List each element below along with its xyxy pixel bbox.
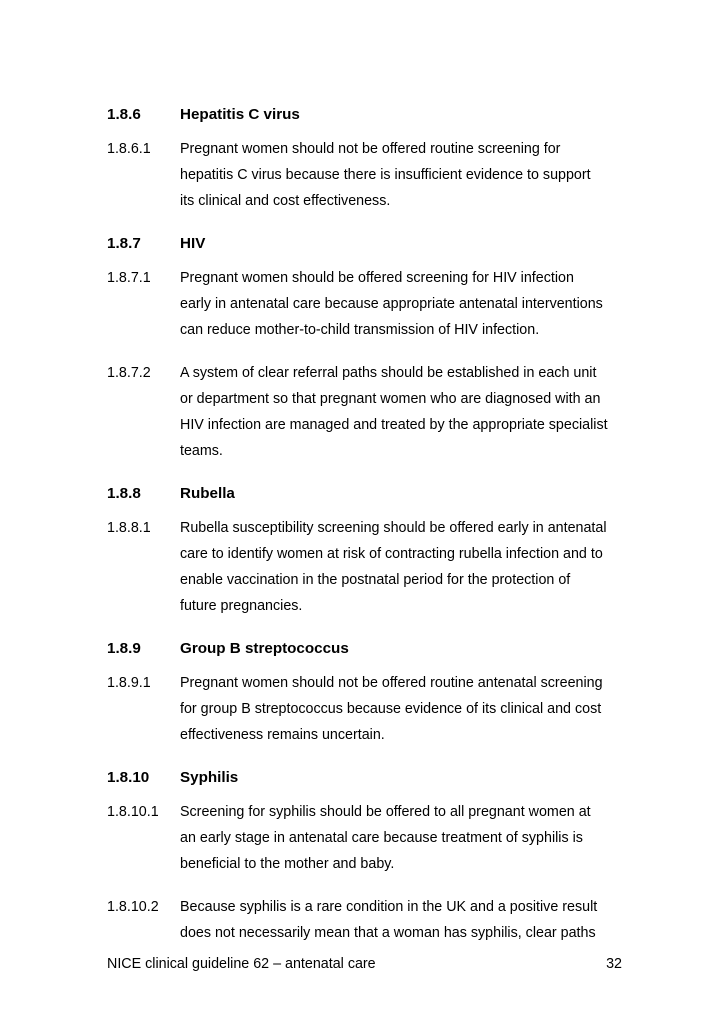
- section-hepatitis-c: [107, 102, 622, 214]
- section-rubella: [107, 481, 622, 619]
- section-heading: [107, 102, 622, 128]
- recommendation: [107, 799, 622, 877]
- recommendation-text: Pregnant women should not be offered routine screening for hepatitis C virus because there is insufficient evidence to support its clinical and cost effectiveness.: [180, 141, 591, 209]
- section-heading: [107, 231, 622, 257]
- recommendation-number: 1.8.8.1: [107, 520, 151, 536]
- recommendation-text: Rubella susceptibility screening should be offered early in antenatal care to identify women at risk of contracting rubella infection and to enable vaccination in the postnatal period for the protection of future pregnancies.: [180, 520, 607, 614]
- section-number: 1.8.6: [107, 106, 141, 123]
- page-content: [107, 102, 622, 963]
- section-title: Hepatitis C virus: [180, 106, 300, 123]
- section-syphilis: [107, 765, 622, 946]
- section-heading: [107, 636, 622, 662]
- section-title: Rubella: [180, 485, 235, 502]
- recommendation-number: 1.8.10.1: [107, 804, 159, 820]
- page-number: 32: [606, 956, 622, 972]
- recommendation-number: 1.8.9.1: [107, 675, 151, 691]
- section-number: 1.8.7: [107, 235, 141, 252]
- section-title: HIV: [180, 235, 206, 252]
- recommendation: [107, 894, 622, 946]
- recommendation-text: Because syphilis is a rare condition in the UK and a positive result does not necessarily mean that a woman has syphilis, clear paths: [180, 899, 598, 941]
- section-hiv: [107, 231, 622, 464]
- recommendation-number: 1.8.7.2: [107, 365, 151, 381]
- recommendation-text: A system of clear referral paths should be established in each unit or department so that pregnant women who are diagnosed with an HIV infection are managed and treated by the appropriate specialist teams.: [180, 365, 608, 459]
- section-title: Group B streptococcus: [180, 640, 349, 657]
- recommendation-number: 1.8.6.1: [107, 141, 151, 157]
- page-footer: [107, 953, 622, 975]
- recommendation: [107, 360, 622, 464]
- section-number: 1.8.10: [107, 769, 150, 786]
- recommendation-text: Pregnant women should not be offered routine antenatal screening for group B streptococcus because evidence of its clinical and cost effectiveness remains uncertain.: [180, 675, 603, 743]
- recommendation-text: Pregnant women should be offered screening for HIV infection early in antenatal care because appropriate antenatal interventions can reduce mother-to-child transmission of HIV infection.: [180, 270, 603, 338]
- recommendation-number: 1.8.10.2: [107, 899, 159, 915]
- recommendation: [107, 136, 622, 214]
- section-heading: [107, 765, 622, 791]
- section-number: 1.8.9: [107, 640, 141, 657]
- recommendation: [107, 670, 622, 748]
- footer-document-title: NICE clinical guideline 62 – antenatal care: [107, 956, 376, 972]
- recommendation: [107, 515, 622, 619]
- section-group-b-streptococcus: [107, 636, 622, 748]
- section-number: 1.8.8: [107, 485, 141, 502]
- recommendation-number: 1.8.7.1: [107, 270, 151, 286]
- section-title: Syphilis: [180, 769, 239, 786]
- recommendation-text: Screening for syphilis should be offered to all pregnant women at an early stage in antenatal care because treatment of syphilis is beneficial to the mother and baby.: [180, 804, 591, 872]
- recommendation: [107, 265, 622, 343]
- section-heading: [107, 481, 622, 507]
